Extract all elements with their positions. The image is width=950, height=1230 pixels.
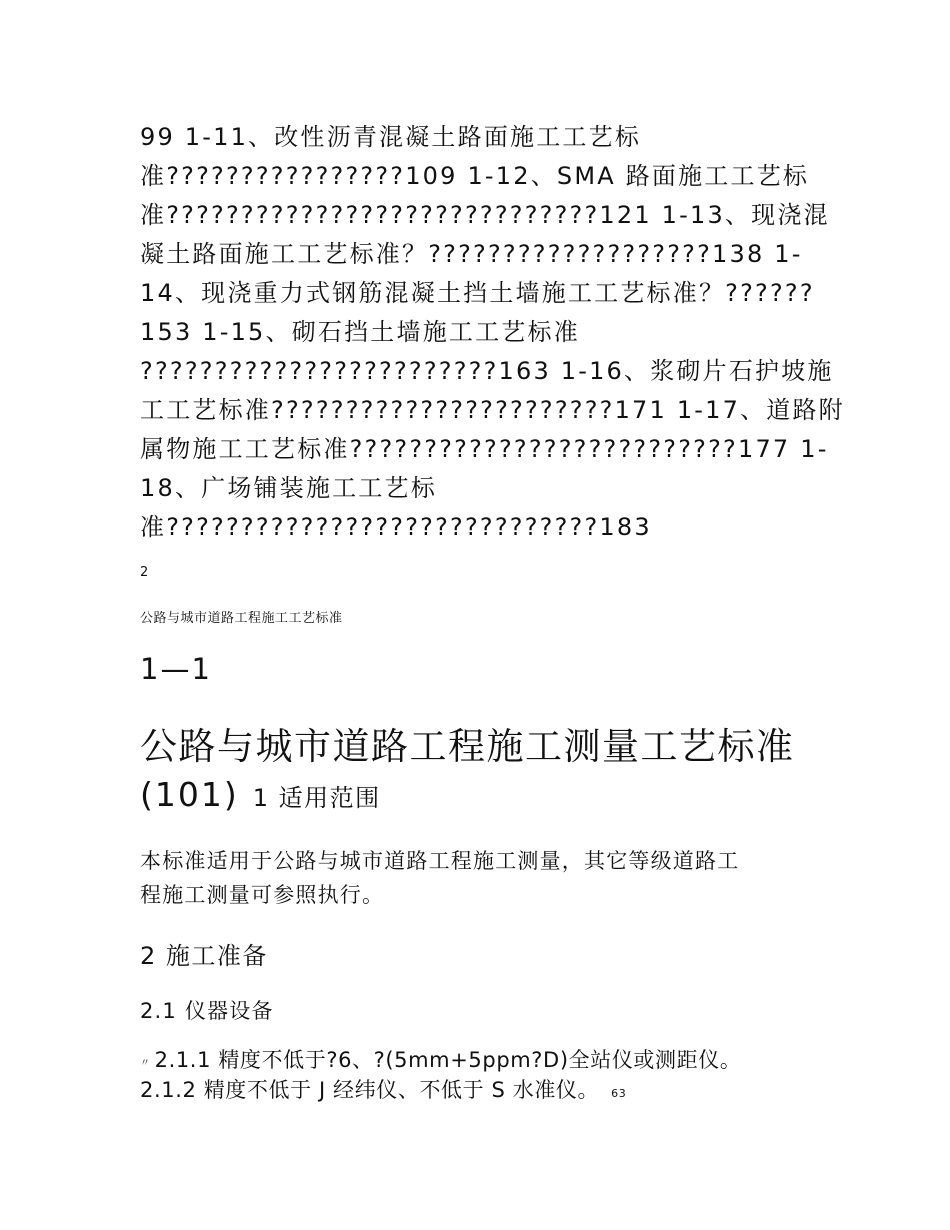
paragraph-line: 本标准适用于公路与城市道路工程施工测量，其它等级道路工 <box>140 849 740 873</box>
subsection-heading-2-1: 2.1 仪器设备 <box>140 999 274 1023</box>
toc-line: 工工艺标准???????????????????????171 1-17、道路附 <box>140 396 845 424</box>
scope-paragraph <box>140 844 820 912</box>
toc-line: ????????????????????????163 1-16、浆砌片石护坡施 <box>140 357 834 385</box>
chapter-code: (101) <box>140 775 239 814</box>
item-text: 2.1.1 精度不低于?6、?(5mm+5ppm?D)全站仪或测距仪。 <box>154 1048 742 1072</box>
toc-line: 99 1-11、改性沥青混凝土路面施工工艺标 <box>140 123 642 151</box>
toc-line: 凝土路面施工工艺标准？???????????????????138 1- <box>140 240 803 268</box>
chapter-number: 1—1 <box>140 652 212 686</box>
toc-line: 准?????????????????????????????183 <box>140 513 652 541</box>
table-of-contents <box>140 118 845 547</box>
page-number: 2 <box>140 565 149 580</box>
toc-line: 18、广场铺装施工工艺标 <box>140 474 437 502</box>
toc-line: 14、现浇重力式钢筋混凝土挡土墙施工工艺标准？?????? <box>140 279 815 307</box>
item-2-1-2 <box>140 1074 626 1104</box>
footnote-number: 63 <box>611 1087 627 1100</box>
toc-line: 属物施工工艺标准??????????????????????????177 1- <box>140 435 829 463</box>
toc-line: 准????????????????109 1-12、SMA 路面施工工艺标 <box>140 162 810 190</box>
item-text: 2.1.2 精度不低于 J 经纬仪、不低于 S 水准仪。 <box>140 1078 600 1102</box>
margin-mark: 〃 <box>140 1057 151 1069</box>
section-heading-2: 2 施工准备 <box>140 942 268 970</box>
toc-line: 153 1-15、砌石挡土墙施工工艺标准 <box>140 318 580 346</box>
toc-line: 准?????????????????????????????121 1-13、现浇混 <box>140 201 830 229</box>
chapter-title: 公路与城市道路工程施工测量工艺标准 <box>140 725 795 768</box>
paragraph-line: 程施工测量可参照执行。 <box>140 883 385 907</box>
running-header: 公路与城市道路工程施工工艺标准 <box>140 611 343 626</box>
section-heading-1: 1 适用范围 <box>252 784 381 812</box>
chapter-subtitle-row <box>140 775 381 814</box>
item-2-1-1 <box>140 1044 741 1074</box>
